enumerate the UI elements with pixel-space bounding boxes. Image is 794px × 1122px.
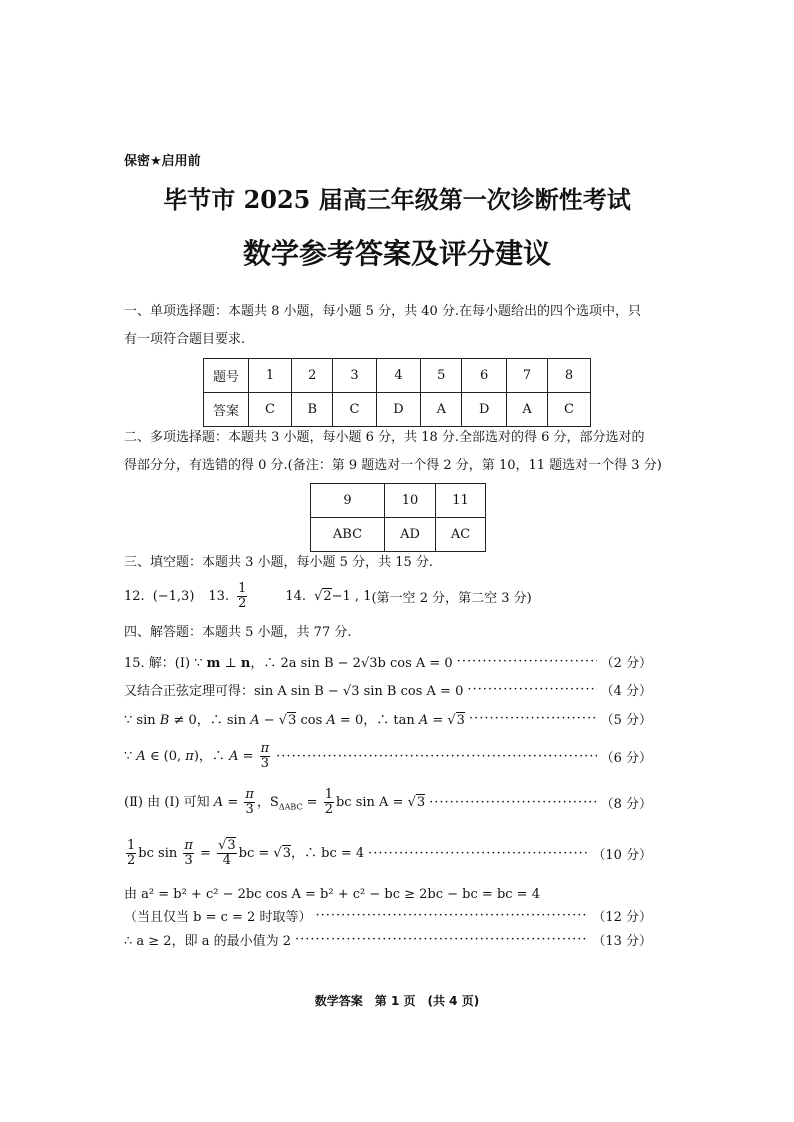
section1-heading-line2: 有一项符合题目要求. bbox=[124, 332, 246, 347]
solution-step-9 bbox=[124, 930, 652, 948]
q13-denominator: 2 bbox=[238, 595, 247, 611]
answer-cell: AC bbox=[436, 518, 486, 552]
solution-step-4 bbox=[124, 738, 652, 774]
answer-cell: D bbox=[376, 393, 421, 427]
exam-title: 毕节市 2025 届高三年级第一次诊断性考试 bbox=[163, 185, 631, 214]
answer-cell: A bbox=[421, 393, 462, 427]
score-points: （4 分） bbox=[600, 683, 652, 699]
answer-cell: ABC bbox=[311, 518, 385, 552]
solution-step-3 bbox=[124, 709, 652, 727]
answer-cell: D bbox=[462, 393, 507, 427]
question-number: 4 bbox=[376, 359, 421, 393]
q12-label: 12. bbox=[124, 588, 145, 604]
question-number: 7 bbox=[507, 359, 548, 393]
question-number: 10 bbox=[384, 484, 435, 518]
leader-dots bbox=[368, 846, 588, 861]
section4-heading: 四、解答题：本题共 5 小题，共 77 分. bbox=[124, 625, 352, 640]
section2-heading-line1: 二、多项选择题：本题共 3 小题，每小题 6 分，共 18 分.全部选对的得 6 分，部分选对的 bbox=[124, 430, 645, 445]
question-number: 11 bbox=[436, 484, 486, 518]
q14-note: (第一空 2 分，第二空 3 分) bbox=[371, 590, 532, 606]
q13-numerator: 1 bbox=[238, 580, 247, 596]
question-number: 1 bbox=[249, 359, 292, 393]
q13-label: 13. bbox=[208, 588, 230, 604]
step-equation: 2a sin B − 2√3b cos A = 0 bbox=[280, 655, 453, 671]
step-equation: ∵ sin B ≠ 0，∴ sin A − √3 cos A = 0，∴ tan A = √3 bbox=[124, 712, 465, 728]
question-number: 2 bbox=[292, 359, 333, 393]
solution-step-8 bbox=[124, 906, 652, 924]
score-points: （6 分） bbox=[600, 750, 652, 766]
answer-cell: AD bbox=[384, 518, 435, 552]
step-prefix: 又结合正弦定理可得： bbox=[124, 683, 255, 699]
leader-dots bbox=[315, 908, 588, 923]
leader-dots bbox=[276, 749, 596, 764]
confidential-label: 保密★启用前 bbox=[124, 154, 201, 169]
question-number: 5 bbox=[421, 359, 462, 393]
answer-cell: C bbox=[547, 393, 590, 427]
document-title: 数学参考答案及评分建议 bbox=[242, 237, 551, 270]
answer-cell: A bbox=[507, 393, 548, 427]
leader-dots bbox=[295, 932, 588, 947]
step-equation: ∵ A ∈ (0, π)，∴ A = $\frac{\pi}{3}$ bbox=[124, 740, 270, 771]
step-equation: ∴ a ≥ 2，即 a 的最小值为 2 bbox=[124, 933, 292, 949]
leader-dots bbox=[467, 682, 596, 697]
score-points: （2 分） bbox=[600, 655, 652, 671]
table-row bbox=[311, 518, 486, 552]
question-number: 8 bbox=[547, 359, 590, 393]
question-number: 3 bbox=[333, 359, 376, 393]
q14-answer-tail: −1 , 1 bbox=[331, 588, 372, 604]
section2-heading-line2: 得部分分，有选错的得 0 分.(备注：第 9 题选对一个得 2 分，第 10，11 题选对一个得 3 分) bbox=[124, 458, 662, 473]
answer-cell: C bbox=[249, 393, 292, 427]
q12-answer: (−1,3) bbox=[152, 588, 195, 604]
question-number: 6 bbox=[462, 359, 507, 393]
table-row bbox=[311, 484, 486, 518]
q14-answer: √2 bbox=[314, 588, 332, 604]
table-row bbox=[204, 393, 591, 427]
solution-step-6 bbox=[124, 834, 652, 872]
solution-step-5: (Ⅱ) 由 (Ⅰ) 可知 A = $\frac{\pi}{3}$ ，$S_{\Delta ABC}$ = $\frac{1}{2}$ bc sin A = √3 ····· （8 分） bbox=[124, 784, 652, 820]
solution-step-1: 15. 解：(Ⅰ) ∵ m ⊥ n，∴ 2a sin B − 2√3b cos A = 0 ····· （2 分） bbox=[124, 652, 652, 670]
fill-in-answers bbox=[124, 578, 532, 614]
step-equation: 由 a² = b² + c² − 2bc cos A = b² + c² − bc ≥ 2bc − bc = bc = 4 bbox=[124, 886, 540, 902]
row-label-question: 题号 bbox=[204, 359, 249, 393]
section3-heading: 三、填空题：本题共 3 小题，每小题 5 分，共 15 分. bbox=[124, 555, 434, 570]
score-points: （12 分） bbox=[592, 909, 652, 925]
step-equation: $\frac{1}{2}$ bc sin $\frac{\pi}{3}$ = $\frac{√3}{4}$ bc = √3，∴ bc = 4 bbox=[127, 837, 365, 868]
step-equation: （当且仅当 b = c = 2 时取等） bbox=[124, 909, 312, 925]
single-choice-answer-table bbox=[203, 358, 591, 427]
leader-dots bbox=[429, 795, 596, 810]
solution-step-7 bbox=[124, 883, 652, 901]
question-number: 9 bbox=[311, 484, 385, 518]
leader-dots bbox=[469, 711, 597, 726]
q14-label: 14. bbox=[285, 588, 307, 604]
step-equation: sin A sin B − √3 sin B cos A = 0 bbox=[254, 683, 464, 699]
multi-choice-answer-table bbox=[310, 483, 486, 552]
answer-cell: C bbox=[333, 393, 376, 427]
page-footer: 数学答案 第 1 页 (共 4 页) bbox=[314, 994, 480, 1008]
row-label-answer: 答案 bbox=[204, 393, 249, 427]
table-row bbox=[204, 359, 591, 393]
score-points: （13 分） bbox=[592, 933, 652, 949]
solution-step-2 bbox=[124, 680, 652, 698]
q13-fraction bbox=[237, 582, 247, 611]
step-prefix: 15. 解：(Ⅰ) ∵ bbox=[124, 655, 207, 671]
score-points: （10 分） bbox=[592, 847, 652, 863]
answer-cell: B bbox=[292, 393, 333, 427]
leader-dots bbox=[457, 654, 597, 669]
step-prefix: (Ⅱ) 由 (Ⅰ) 可知 bbox=[124, 794, 214, 810]
score-points: （5 分） bbox=[600, 712, 652, 728]
section1-heading-line1: 一、单项选择题：本题共 8 小题，每小题 5 分，共 40 分.在每小题给出的四个选项中，只 bbox=[124, 304, 642, 319]
score-points: （8 分） bbox=[600, 796, 652, 812]
